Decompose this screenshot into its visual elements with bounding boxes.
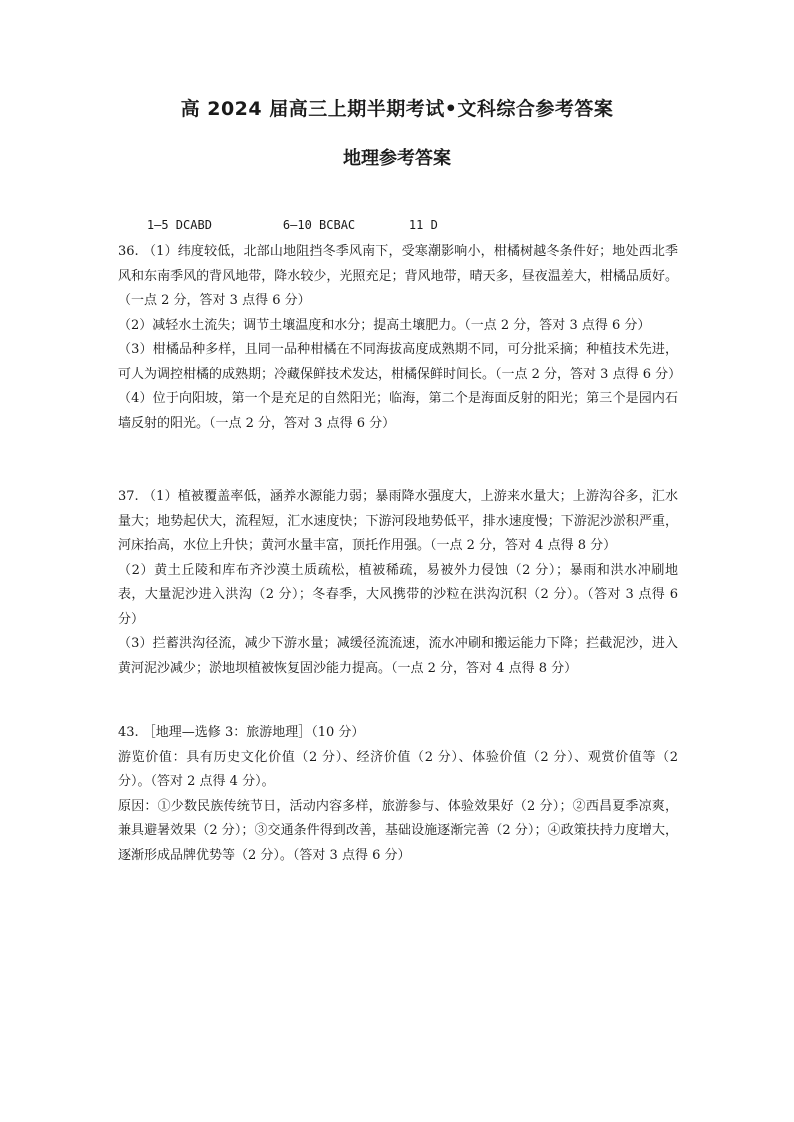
page-subtitle: 地理参考答案 — [343, 148, 451, 169]
q37-part-3: （3）拦蓄洪沟径流，减少下游水量；减缓径流流速，流水冲刷和搬运能力下降；拦截泥沙，进入黄河泥沙减少；淤地坝植被恢复固沙能力提高。（一点 2 分，答对 4 点得 8 分） — [118, 636, 678, 676]
question-43-answer — [118, 721, 678, 868]
mc-answers-6-10: 6—10 BCBAC — [282, 218, 356, 232]
question-37-answer — [118, 485, 678, 681]
q36-part-3: （3）柑橘品种多样，且同一品种柑橘在不同海拔高度成熟期不同，可分批采摘；种植技术先进，可人为调控柑橘的成熟期；冷藏保鲜技术发达，柑橘保鲜时间长。（一点 2 分，答对 3 点得 6 分） — [118, 342, 682, 382]
q37-part-1: 37. （1）植被覆盖率低，涵养水源能力弱；暴雨降水强度大，上游来水量大；上游沟谷多，汇水量大；地势起伏大，流程短，汇水速度快；下游河段地势低平，排水速度慢；下游泥沙淤积严重，河床抬高，水位上升快；黄河水量丰富，顶托作用强。（一点 2 分，答对 4 点得 8 分） — [118, 489, 678, 553]
q43-value: 游览价值：具有历史文化价值（2 分）、经济价值（2 分）、体验价值（2 分）、观赏价值等（2 分）。（答对 2 点得 4 分）。 — [118, 749, 678, 789]
mc-answers-1-5: 1—5 DCABD — [146, 218, 212, 232]
q36-part-2: （2）减轻水土流失；调节土壤温度和水分；提高土壤肥力。（一点 2 分，答对 3 点得 6 分） — [118, 317, 651, 333]
q36-part-1: 36. （1）纬度较低，北部山地阻挡冬季风南下，受寒潮影响小，柑橘树越冬条件好；地处西北季风和东南季风的背风地带，降水较少，光照充足；背风地带，晴天多，昼夜温差大，柑橘品质好。（一点 2 分，答对 3 点得 6 分） — [118, 244, 678, 308]
q36-part-4: （4）位于向阳坡，第一个是充足的自然阳光；临海，第二个是海面反射的阳光；第三个是园内石墙反射的阳光。（一点 2 分，答对 3 点得 6 分） — [118, 391, 678, 431]
mc-answers-11: 11 D — [408, 218, 438, 232]
question-36-answer — [118, 240, 682, 436]
q37-part-2: （2）黄土丘陵和库布齐沙漠土质疏松，植被稀疏，易被外力侵蚀（2 分）；暴雨和洪水冲刷地表，大量泥沙进入洪沟（2 分）；冬春季，大风携带的沙粒在洪沟沉积（2 分）。（答对 3 点得 6 分） — [118, 562, 678, 627]
q43-reasons: 原因：①少数民族传统节日，活动内容多样，旅游参与、体验效果好（2 分）；②西昌夏季凉爽，兼具避暑效果（2 分）；③交通条件得到改善，基础设施逐渐完善（2 分）；④政策扶持力度增大，逐渐形成品牌优势等（2 分）。（答对 3 点得 6 分） — [118, 798, 678, 863]
page-title: 高 2024 届高三上期半期考试•文科综合参考答案 — [180, 98, 614, 120]
q43-heading: 43. ［地理—选修 3：旅游地理］（10 分） — [118, 725, 365, 740]
